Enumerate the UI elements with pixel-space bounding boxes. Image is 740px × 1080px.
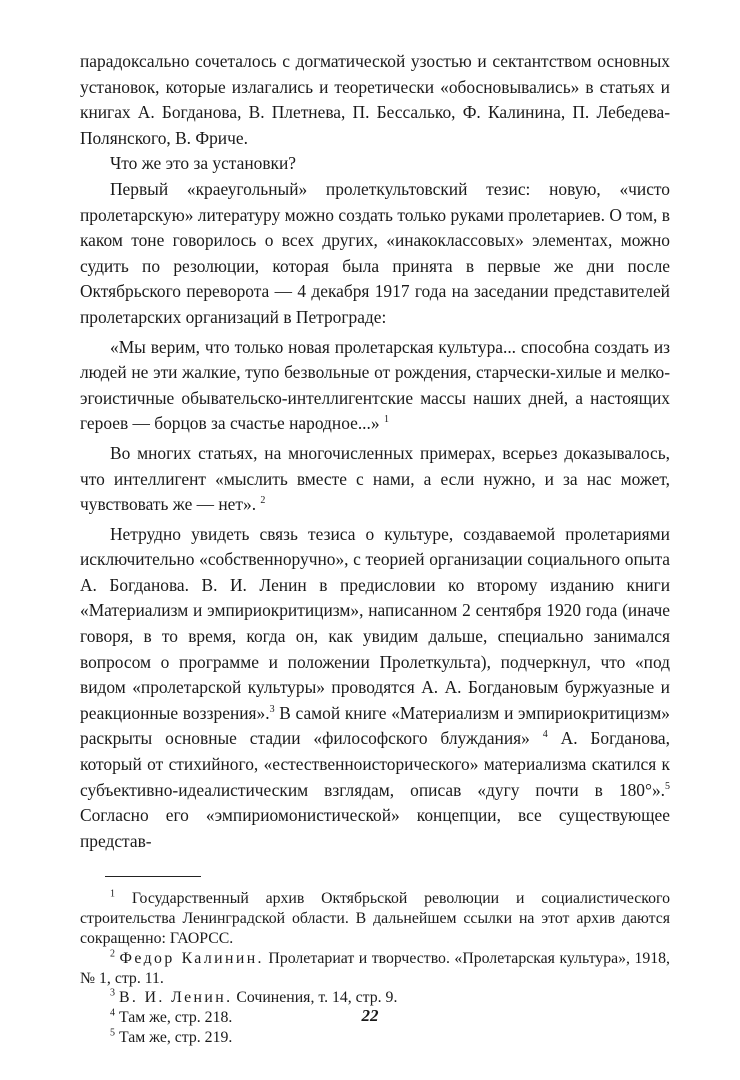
footnote-5: $^5$ Там же, стр. 219. <box>110 1027 233 1046</box>
paragraph-lenin <box>80 522 670 855</box>
lenin-text-d: Согласно его «эмпириомонистической» концепции, все существующее представ- <box>80 805 670 851</box>
footnote-mark-1: 1 <box>383 414 389 426</box>
footnote-mark-4: 4 <box>542 729 548 741</box>
footnote-author: Федор Калинин. <box>119 949 264 967</box>
lenin-text-b: В самой книге «Материализм и эмпириокритицизм» раскрыты основные стадии «философского блуждания» <box>80 702 670 749</box>
paragraph-first-thesis: Первый «краеугольный» пролеткультовский тезис: новую, «чисто пролетарскую» литературу можно создать только руками пролетариев. О том, в каком тоне говорилось о всех других, «инакоклассовых» элементах, можно судить по резолюции, которая была принята в первые же дни после Октябрьского переворота — 4 декабря 1917 года на заседании представителей пролетарских организаций в Петрограде: <box>80 178 670 327</box>
footnote-2: $^2$ Федор Калинин. Пролетариат и творчество. «Пролетарская культура», 1918, № 1, стр. 11. <box>80 948 671 987</box>
footnote-mark-5: 5 <box>665 780 670 792</box>
paragraph-continuation: парадоксально сочеталось с догматической узостью и сектантством основных установок, которые излагались и теоретически «обосновывались» в статьях и книгах А. Богданова, В. Плетнева, П. Бессалько, Ф. Калинина, П. Лебедева-Полянского, В. Фриче. <box>80 51 670 148</box>
footnote-author: В. И. Ленин. <box>118 989 233 1007</box>
page-number: 22 <box>361 1006 379 1025</box>
lenin-text-c: А. Богданова, который от стихийного, «естественноисторического» материализма скатился к субъективно-идеалистическим взглядам, описав «дугу почти в 180°». <box>80 728 670 800</box>
footnote-4: $^4$ Там же, стр. 218. <box>110 1007 233 1027</box>
paragraph-intelligent <box>80 441 670 518</box>
paragraph-quote <box>80 335 670 437</box>
footnote-mark-3: 3 <box>269 704 275 716</box>
footnote-mark-2: 2 <box>260 495 266 507</box>
main-text <box>80 49 670 854</box>
footnote-1: $^1$ Государственный архив Октябрьской революции и социалистического строительства Ленинградской области. В дальнейшем ссылки на этот архив даются сокращенно: ГАОРСС. <box>80 889 670 947</box>
intelligent-text: Во многих статьях, на многочисленных примерах, всерьез доказывалось, что интеллигент «мыслить вместе с нами, а если нужно, и за нас может, чувствовать же — нет». <box>80 442 670 515</box>
lenin-text-a: Нетрудно увидеть связь тезиса о культуре, создаваемой пролетариями исключительно «собственноручно», с теорией организации социального опыта А. Богданова. В. И. Ленин в предисловии ко второму изданию книги «Материализм и эмпириокритицизм», написанном 2 сентября 1920 года (иначе говоря, в то время, когда он, как увидим дальше, специально занимался вопросом о программе и положении Пролеткульта), подчеркнул, что «под видом «пролетарской культуры» проводятся А. А. Богдановым буржуазные и реакционные воззрения». <box>80 523 670 723</box>
paragraph-question: Что же это за установки? <box>110 153 297 174</box>
footnote-3: $^3$ В. И. Ленин. Сочинения, т. 14, стр. 9. <box>110 988 398 1007</box>
quote-text: «Мы верим, что только новая пролетарская культура... способна создать из людей не эти жалкие, тупо безвольные от рождения, старчески-хилые и мелко-эгоистичные обывательско-интеллигентские массы наших дней, а настоящих героев — борцов за счастье народное...» <box>80 336 670 434</box>
footnote-divider <box>105 876 201 877</box>
